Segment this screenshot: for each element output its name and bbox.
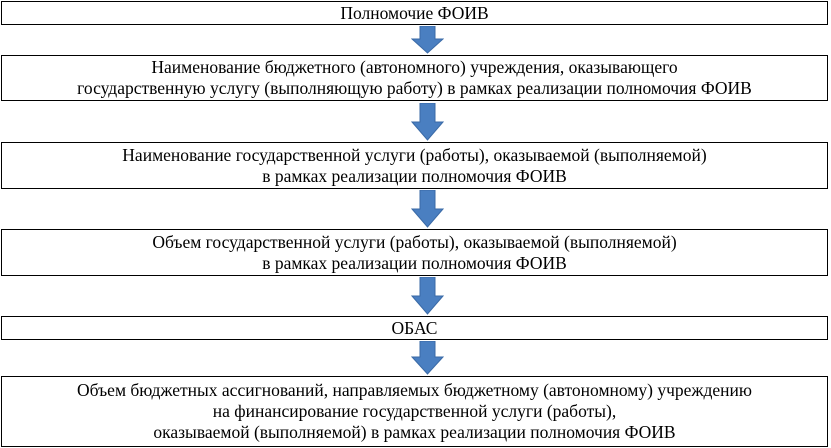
down-arrow-icon <box>411 103 444 141</box>
down-arrow-icon <box>411 26 444 54</box>
box-service-volume-line-2: в рамках реализации полномочия ФОИВ <box>262 252 567 273</box>
box-authority <box>1 1 828 25</box>
box-service-name-line-1: Наименование государственной услуги (работы), оказываемой (выполняемой) <box>122 144 707 165</box>
box-obas-line-1: ОБАС <box>391 317 438 338</box>
box-service-volume <box>1 229 828 276</box>
down-arrow-icon <box>411 190 444 228</box>
box-institution-name <box>1 55 828 101</box>
box-institution-name-line-2: государственную услугу (выполняющую работу) в рамках реализации полномочия ФОИВ <box>77 78 752 98</box>
box-authority-line-1: Полномочие ФОИВ <box>340 2 489 23</box>
box-service-name <box>1 142 828 189</box>
box-service-volume-line-1: Объем государственной услуги (работы), оказываемой (выполняемой) <box>152 231 677 252</box>
box-institution-name-line-1: Наименование бюджетного (автономного) учреждения, оказывающего <box>151 57 678 77</box>
box-service-name-line-2: в рамках реализации полномочия ФОИВ <box>262 165 567 186</box>
down-arrow-icon <box>411 341 444 375</box>
box-budget-allocations-line-2: на финансирование государственной услуги (работы), <box>212 401 617 421</box>
down-arrow-icon <box>411 277 444 315</box>
box-budget-allocations-line-3: оказываемой (выполняемой) в рамках реализации полномочия ФОИВ <box>153 422 676 442</box>
box-obas <box>1 316 828 340</box>
box-budget-allocations-line-1: Объем бюджетных ассигнований, направляемых бюджетному (автономному) учреждению <box>77 380 752 400</box>
box-budget-allocations <box>1 376 828 447</box>
